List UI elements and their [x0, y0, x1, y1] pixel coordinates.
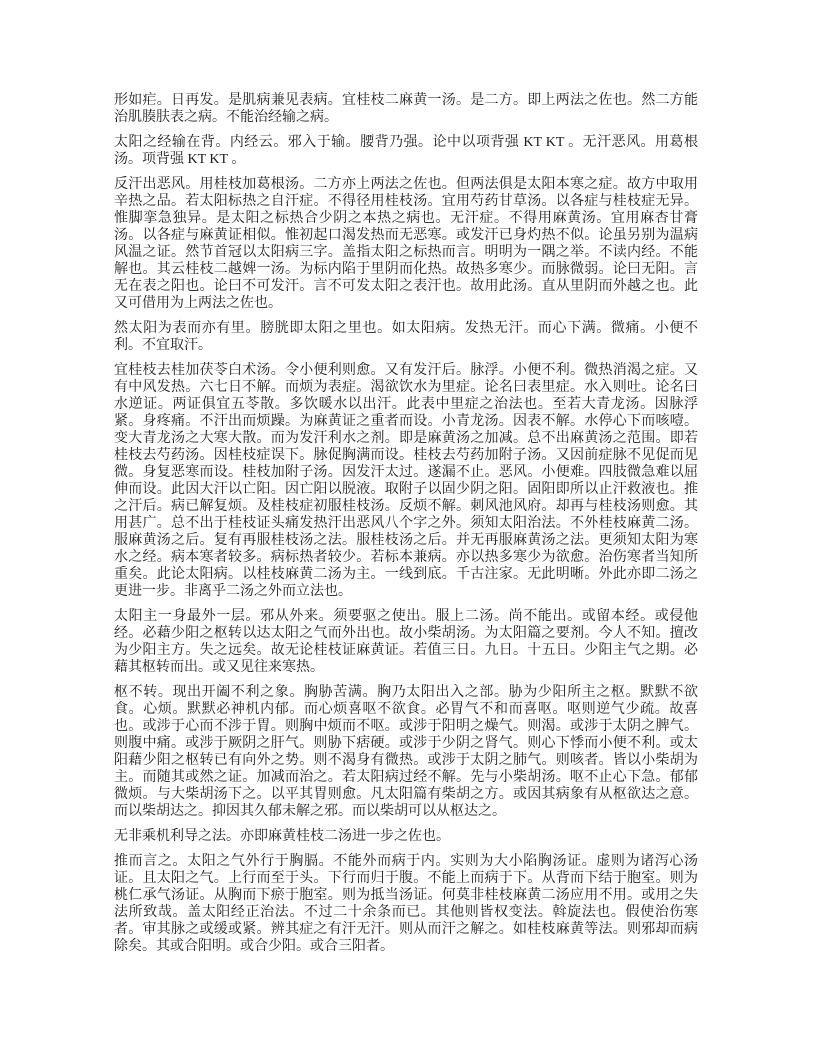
- paragraph-4: 然太阳为表而亦有里。膀胱即太阳之里也。如太阳病。发热无汗。而心下满。微痛。小便不利。不宜取汗。: [114, 321, 698, 353]
- paragraph-6: 太阳主一身最外一层。邪从外来。须要驱之使出。服上二汤。尚不能出。或留本经。或侵他经。必藉少阳之枢转以达太阳之气而外出也。故小柴胡汤。为太阳篇之要剂。今人不知。擅改为少阳主方。失之远矣。故无论桂枝证麻黄证。若值三日。九日。十五日。少阳主气之期。必藉其枢转而出。或又见往来寒热。: [114, 609, 698, 675]
- paragraph-1: 形如疟。日再发。是肌病兼见表病。宜桂枝二麻黄一汤。是二方。即上两法之佐也。然二方能治肌腠肤表之病。不能治经输之病。: [114, 93, 698, 125]
- paragraph-3: 反汗出恶风。用桂枝加葛根汤。二方亦上两法之佐也。但两法俱是太阳本寒之症。故方中取用辛热之品。若太阳标热之自汗症。不得径用桂枝汤。宜用芍药甘草汤。以各症与桂枝症无异。惟脚挛急独异。是太阳之标热合少阴之本热之病也。无汗症。不得用麻黄汤。宜用麻杏甘膏汤。以各症与麻黄证相似。惟初起口渴发热而无恶寒。或发汗已身灼热不似。论虽另别为温病风温之证。然节首冠以太阳病三字。盖指太阳之标热而言。明明为一隅之举。不读内经。不能解也。其云桂枝二越婢一汤。为标内陷于里阴而化热。故热多寒少。而脉微弱。论曰无阳。言无在表之阳也。论曰不可发汗。言不可发太阳之表汗也。故用此汤。直从里阴而外越之也。此又可借用为上两法之佐也。: [114, 177, 698, 311]
- document-page: [114, 92, 698, 955]
- paragraph-8: 无非乘机利导之法。亦即麻黄桂枝二汤进一步之佐也。: [114, 829, 450, 844]
- paragraph-7: 枢不转。现出开阖不利之象。胸胁苦满。胸乃太阳出入之部。胁为少阳所主之枢。默默不欲食。心烦。默默必神机内郁。而心烦喜呕不欲食。必胃气不和而喜呕。呕则逆气少疏。故喜也。或涉于心而不涉于胃。则胸中烦而不呕。或涉于阳明之燥气。则渴。或涉于太阴之脾气。则腹中痛。或涉于厥阴之肝气。则胁下痞硬。或涉于少阴之肾气。则心下悸而小便不利。或太阳藉少阳之枢转已有向外之势。则不渴身有微热。或涉于太阴之肺气。则咳者。皆以小柴胡为主。而随其或然之证。加减而治之。若太阳病过经不解。先与小柴胡汤。呕不止心下急。郁郁微烦。与大柴胡汤下之。以平其胃则愈。凡太阳篇有柴胡之方。或因其病象有从枢欲达之意。而以柴胡达之。抑因其久郁未解之邪。而以柴胡可以从枢达之。: [114, 685, 698, 819]
- paragraph-5: 宜桂枝去桂加茯苓白术汤。令小便利则愈。又有发汗后。脉浮。小便不利。微热消渴之症。又有中风发热。六七日不解。而烦为表症。渴欲饮水为里症。论名曰表里症。水入则吐。论名曰水逆证。两证俱宜五苓散。多饮暖水以出汗。此表中里症之治法也。至若大青龙汤。因脉浮紧。身疼痛。不汗出而烦躁。为麻黄证之重者而设。小青龙汤。因表不解。水停心下而咳噎。变大青龙汤之大寒大散。而为发汗利水之剂。即是麻黄汤之加减。总不出麻黄汤之范围。即若桂枝去芍药汤。因桂枝症误下。脉促胸满而设。桂枝去芍药加附子汤。又因前症脉不见促而见微。身复恶寒而设。桂枝加附子汤。因发汗太过。遂漏不止。恶风。小便难。四肢微急难以屈伸而设。此因大汗以亡阳。因亡阳以脱液。取附子以固少阴之阳。固阳即所以止汗救液也。推之汗后。病已解复烦。及桂枝症初服桂枝汤。反烦不解。刺风池风府。却再与桂枝汤则愈。其用甚广。总不出于桂枝证头痛发热汗出恶风八个字之外。须知太阳治法。不外桂枝麻黄二汤。服麻黄汤之后。复有再服桂枝汤之法。服桂枝汤之后。并无再服麻黄汤之法。更须知太阳为寒水之经。病本寒者较多。病标热者较少。若标本兼病。亦以热多寒少为欲愈。治伤寒者当知所重矣。此论太阳病。以桂枝麻黄二汤为主。一线到底。千古注家。无此明晰。外此亦即二汤之更进一步。非离乎二汤之外而立法也。: [114, 363, 698, 599]
- paragraph-9: 推而言之。太阳之气外行于胸膈。不能外而病于内。实则为大小陷胸汤证。虚则为诸泻心汤证。且太阳之气。上行而至于头。下行而归于腹。不能上而病于下。从背而下结于胞室。则为桃仁承气汤证。从胸而下瘀于胞室。则为抵当汤证。何莫非桂枝麻黄二汤应用不用。或用之失法所致哉。盖太阳经正治法。不过二十余条而已。其他则皆权变法。斡旋法也。假使治伤寒者。审其脉之或缓或紧。辨其症之有汗无汗。则从而汗之解之。如桂枝麻黄等法。则邪却而病除矣。其或合阳明。或合少阳。或合三阳者。: [114, 854, 698, 954]
- paragraph-2: 太阳之经输在背。内经云。邪入于输。腰背乃强。论中以项背强 KT KT 。无汗恶风。用葛根汤。项背强 KT KT 。: [114, 135, 698, 167]
